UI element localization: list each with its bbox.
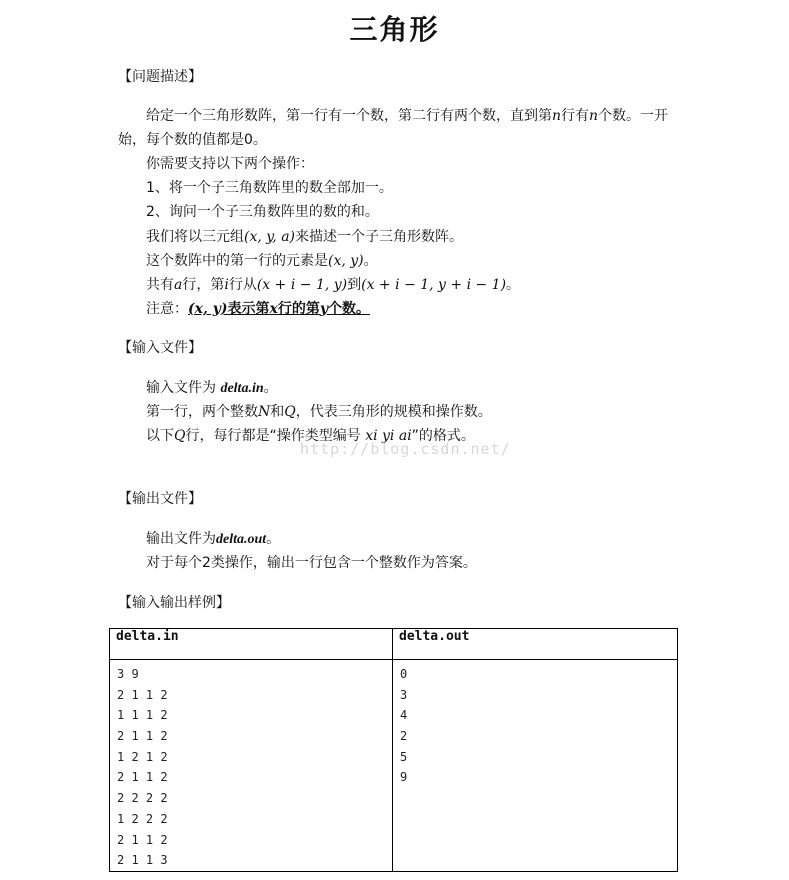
sample-output-line: 4 [400,708,408,723]
problem-paragraph-1: 给定一个三角形数阵，第一行有一个数，第二行有两个数，直到第n行有n个数。一开始，每个数的值都是0。 [118,108,669,148]
problem-line-ops-intro: 你需要支持以下两个操作： [146,156,314,172]
problem-line-op-2: 2、询问一个子三角数阵里的数的和。 [146,204,379,220]
sample-output-line: 0 [400,667,408,681]
section-heading-output: 【输出文件】 [118,491,202,507]
problem-line-first-row: 这个数阵中的第一行的元素是(x, y)。 [146,253,378,269]
problem-line-rows: 共有a行，第i行从(x + i − 1, y)到(x + i − 1, y + i − 1)。 [146,277,521,293]
problem-note: 注意：(x, y)表示第x行的第y个数。 [146,301,370,317]
sample-input-line: 1 1 1 2 [117,708,168,723]
sample-output-cell [393,660,678,872]
sample-input-line: 3 9 [117,667,139,681]
input-filename: delta.in [220,381,264,396]
section-heading-input: 【输入文件】 [118,340,202,356]
sample-output-line: 3 [400,687,408,702]
sample-input-line: 1 2 2 2 [117,811,168,826]
sample-input-cell [110,660,393,872]
column-header-input: delta.in [110,629,393,660]
input-line-first: 第一行，两个整数N和Q，代表三角形的规模和操作数。 [146,404,492,420]
sample-output-line: 5 [400,749,408,764]
output-line-desc: 对于每个2类操作，输出一行包含一个整数作为答案。 [146,555,477,571]
watermark: http://blog.csdn.net/ [300,440,511,458]
problem-line-op-1: 1、将一个子三角数阵里的数全部加一。 [146,180,393,196]
output-filename: delta.out [216,532,267,547]
sample-input-line: 2 1 1 2 [117,729,168,744]
sample-input-line: 1 2 1 2 [117,749,168,764]
input-line-format: 以下Q行，每行都是“操作类型编号 xi yi ai”的格式。 [146,428,475,444]
page-title: 三角形 [349,13,440,46]
sample-input-line: 2 1 1 2 [117,687,168,702]
sample-output-line: 9 [400,770,408,785]
output-line-file: 输出文件为delta.out。 [146,531,281,547]
sample-input-line: 2 1 1 3 [117,853,168,868]
sample-input-line: 2 1 1 2 [117,832,168,847]
sample-io-table [109,628,678,872]
column-header-output: delta.out [393,629,678,660]
problem-line-triple: 我们将以三元组(x, y, a)来描述一个子三角形数阵。 [146,229,464,245]
note-emphasis: (x, y)表示第x行的第y个数。 [188,301,370,317]
input-line-file: 输入文件为 delta.in。 [146,380,278,396]
section-heading-problem: 【问题描述】 [118,69,202,85]
section-heading-sample: 【输入输出样例】 [118,595,230,611]
sample-output-line: 2 [400,729,408,744]
sample-input-line: 2 2 2 2 [117,791,168,806]
sample-input-line: 2 1 1 2 [117,770,168,785]
